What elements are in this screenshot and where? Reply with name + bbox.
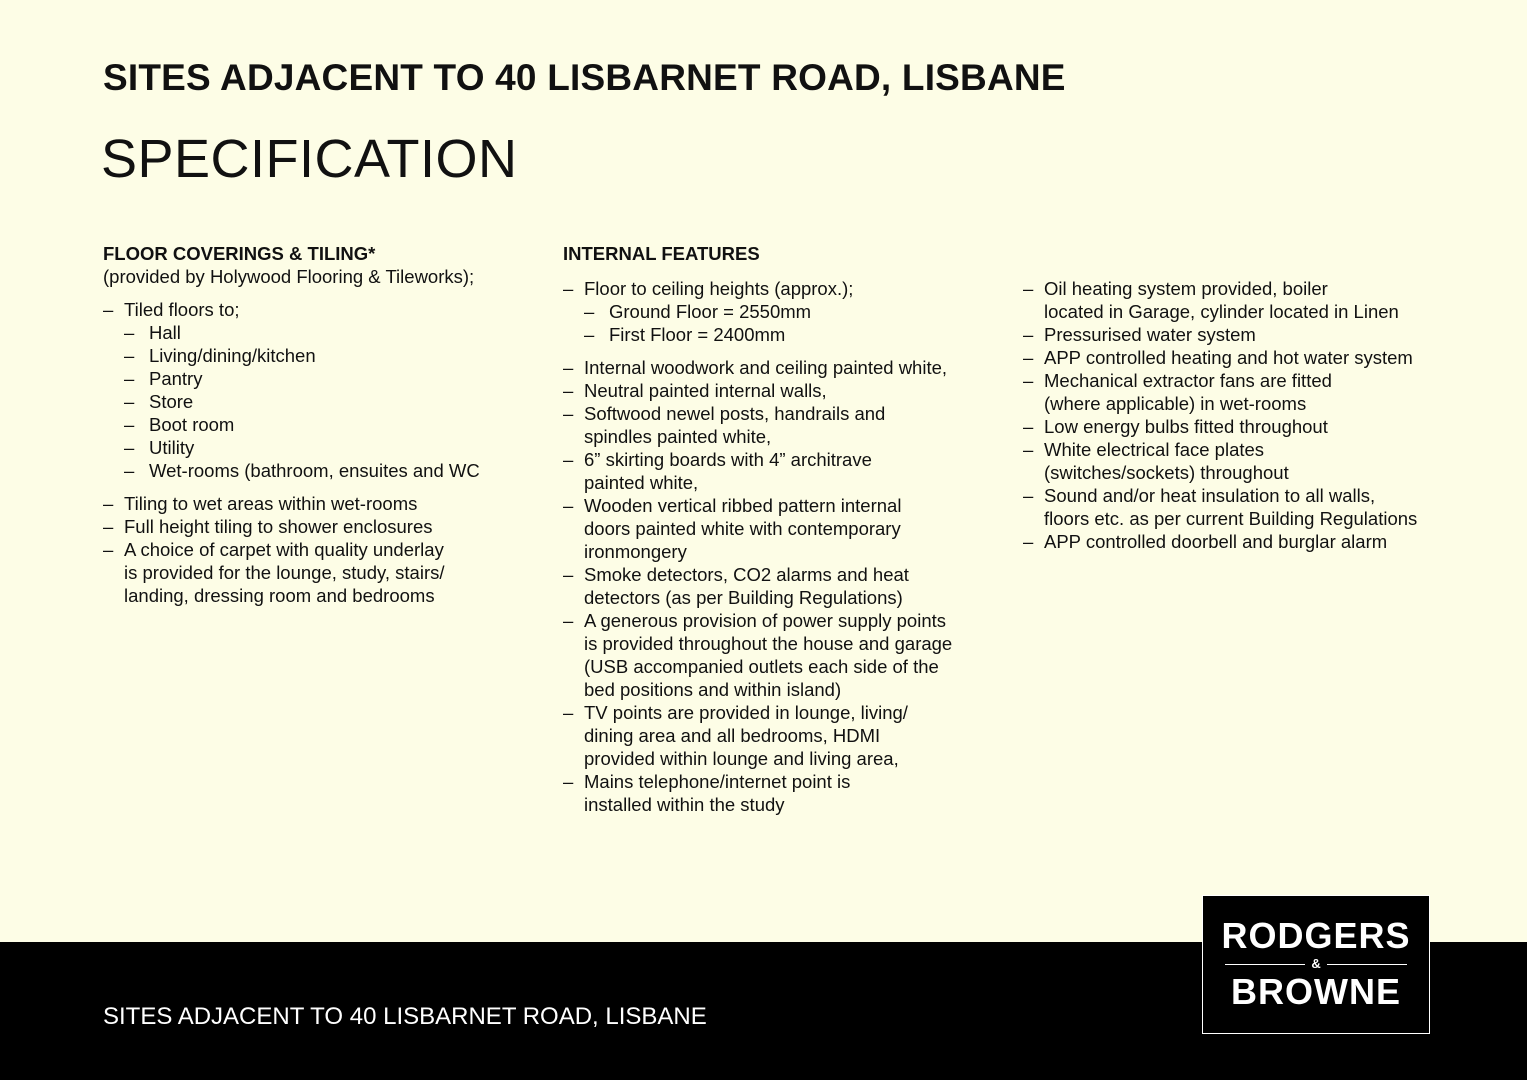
logo-rule-left: [1225, 964, 1305, 965]
list-item: – Store: [124, 390, 480, 413]
list-item-line: painted white,: [584, 472, 699, 493]
list-item: [1023, 323, 1417, 346]
list-item-line: – White electrical face plates: [1044, 439, 1265, 460]
list-item-line: – Oil heating system provided, boiler: [1044, 278, 1328, 299]
list-item-line: – A generous provision of power supply points: [584, 610, 946, 631]
list-item-line: is provided for the lounge, study, stairs/: [124, 562, 445, 583]
tiled-floors-sublist: [124, 321, 480, 482]
list-item: – Pantry: [124, 367, 480, 390]
ceiling-heights-label: Floor to ceiling heights (approx.);: [584, 278, 854, 299]
list-item-line: – TV points are provided in lounge, living/: [584, 702, 908, 723]
list-item: – Hall: [124, 321, 480, 344]
list-item-line: (where applicable) in wet-rooms: [1044, 393, 1307, 414]
list-item-line: – Tiling to wet areas within wet-rooms: [124, 493, 418, 514]
list-item: [1023, 415, 1417, 438]
logo-ampersand: &: [1311, 956, 1321, 971]
list-item-line: (switches/sockets) throughout: [1044, 462, 1289, 483]
list-item-line: – Sound and/or heat insulation to all walls,: [1044, 485, 1376, 506]
page-subtitle: SPECIFICATION: [101, 129, 518, 189]
list-item: [563, 356, 952, 379]
list-item: [1023, 277, 1417, 323]
list-item-line: spindles painted white,: [584, 426, 772, 447]
list-item-line: – Neutral painted internal walls,: [584, 380, 827, 401]
list-item: – Ground Floor = 2550mm: [584, 300, 952, 323]
list-item-line: bed positions and within island): [584, 679, 842, 700]
internal-features-heading: INTERNAL FEATURES: [563, 243, 760, 264]
logo-line-2: BROWNE: [1231, 971, 1401, 1012]
floor-coverings-heading: FLOOR COVERINGS & TILING*: [103, 243, 376, 264]
list-item: [563, 402, 952, 448]
list-item-line: installed within the study: [584, 794, 785, 815]
list-item-line: – Wooden vertical ribbed pattern internal: [584, 495, 902, 516]
list-item: – First Floor = 2400mm: [584, 323, 952, 346]
list-item: [1023, 530, 1417, 553]
list-item-line: – 6” skirting boards with 4” architrave: [584, 449, 872, 470]
floor-coverings-list: [103, 492, 480, 607]
list-item: [563, 277, 952, 346]
list-item-line: ironmongery: [584, 541, 687, 562]
ceiling-heights-sublist: [584, 300, 952, 346]
list-item-line: – Low energy bulbs fitted throughout: [1044, 416, 1328, 437]
list-item: [103, 492, 480, 515]
list-item: [1023, 438, 1417, 484]
list-item: [563, 379, 952, 402]
logo-divider: [1225, 958, 1407, 970]
internal-features-continued-list: [1023, 277, 1417, 553]
list-item: [1023, 369, 1417, 415]
footer-address: SITES ADJACENT TO 40 LISBARNET ROAD, LISBANE: [103, 1003, 707, 1030]
page-title: SITES ADJACENT TO 40 LISBARNET ROAD, LISBANE: [103, 57, 1066, 98]
rodgers-browne-logo: [1202, 895, 1430, 1034]
list-item-line: – Mechanical extractor fans are fitted: [1044, 370, 1332, 391]
list-item-line: – Internal woodwork and ceiling painted white,: [584, 357, 948, 378]
internal-features-column: [563, 242, 952, 816]
tiled-floors-label: Tiled floors to;: [124, 299, 240, 320]
list-item-line: – Smoke detectors, CO2 alarms and heat: [584, 564, 909, 585]
list-item: [103, 298, 480, 482]
list-item: [563, 701, 952, 770]
list-item-line: – Softwood newel posts, handrails and: [584, 403, 886, 424]
list-item-line: provided within lounge and living area,: [584, 748, 899, 769]
list-item-line: – Mains telephone/internet point is: [584, 771, 851, 792]
list-item: – Utility: [124, 436, 480, 459]
logo-line-1: RODGERS: [1221, 915, 1411, 956]
list-item: [1023, 346, 1417, 369]
tiled-floors-list: [103, 298, 480, 482]
list-item-line: – Full height tiling to shower enclosures: [124, 516, 433, 537]
list-item: – Wet-rooms (bathroom, ensuites and WC: [124, 459, 480, 482]
list-item: [563, 448, 952, 494]
list-item: [563, 770, 952, 816]
list-item-line: located in Garage, cylinder located in Linen: [1044, 301, 1399, 322]
list-item-line: landing, dressing room and bedrooms: [124, 585, 435, 606]
list-item-line: (USB accompanied outlets each side of the: [584, 656, 939, 677]
list-item: [563, 494, 952, 563]
list-item: [563, 563, 952, 609]
list-item: [563, 609, 952, 701]
internal-features-continued-column: [1023, 277, 1417, 553]
list-item: [103, 538, 480, 607]
list-item-line: – A choice of carpet with quality underlay: [124, 539, 444, 560]
floor-coverings-column: [103, 242, 480, 607]
floor-coverings-note: (provided by Holywood Flooring & Tileworks);: [103, 266, 475, 287]
list-item: [1023, 484, 1417, 530]
list-item: [103, 515, 480, 538]
list-item-line: doors painted white with contemporary: [584, 518, 901, 539]
list-item: – Boot room: [124, 413, 480, 436]
ceiling-heights-list: [563, 277, 952, 346]
list-item-line: floors etc. as per current Building Regulations: [1044, 508, 1418, 529]
internal-features-list: [563, 356, 952, 816]
list-item-line: – Pressurised water system: [1044, 324, 1256, 345]
list-item-line: is provided throughout the house and garage: [584, 633, 953, 654]
list-item: – Living/dining/kitchen: [124, 344, 480, 367]
logo-rule-right: [1327, 964, 1407, 965]
list-item-line: dining area and all bedrooms, HDMI: [584, 725, 881, 746]
list-item-line: detectors (as per Building Regulations): [584, 587, 903, 608]
list-item-line: – APP controlled heating and hot water system: [1044, 347, 1413, 368]
list-item-line: – APP controlled doorbell and burglar alarm: [1044, 531, 1388, 552]
